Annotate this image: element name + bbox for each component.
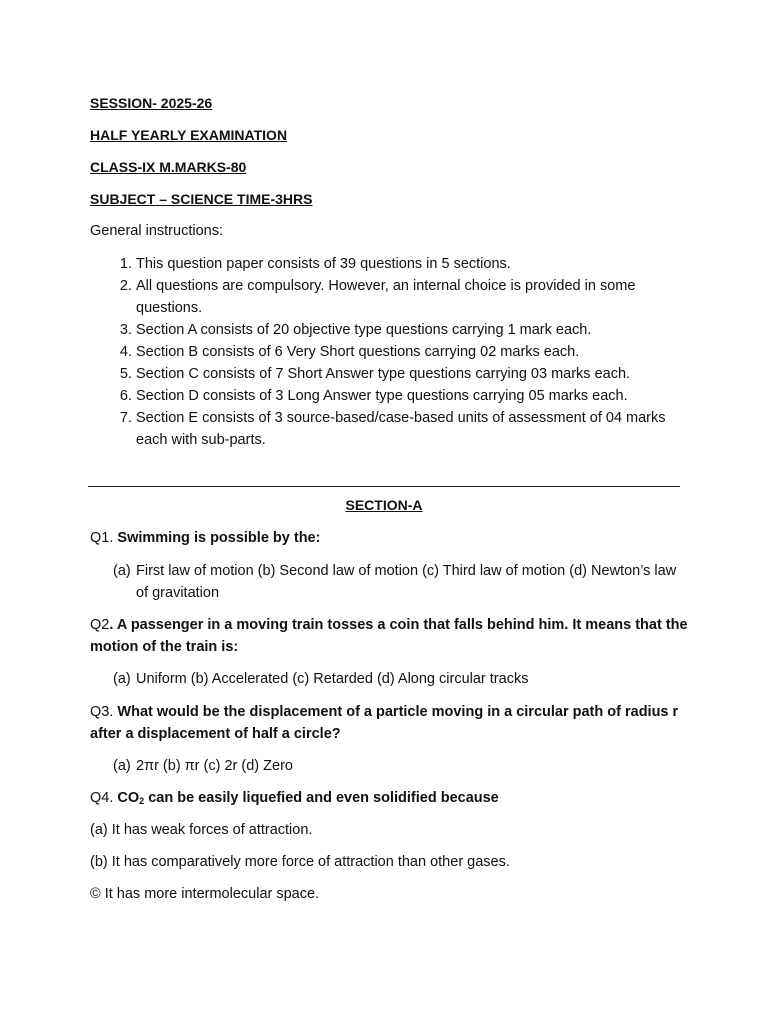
- instruction-item: 7. Section E consists of 3 source-based/case-based units of assessment of 04 marks each with sub-parts.: [119, 410, 666, 448]
- question-1-options: (a) First law of motion (b) Second law of motion (c) Third law of motion (d) Newton’s law of gravitation: [113, 563, 677, 601]
- question-4-option-c: © It has more intermolecular space.: [90, 886, 320, 902]
- instruction-item: 2. All questions are compulsory. However, an internal choice is provided in some questions.: [119, 278, 636, 316]
- question-text: Swimming is possible by the:: [117, 530, 321, 546]
- instruction-item: 6. Section D consists of 3 Long Answer type questions carrying 05 marks each.: [119, 388, 628, 404]
- question-text: What would be the displacement of a particle moving in a circular path of radius r after a displacement of half a circle?: [90, 704, 679, 742]
- subject-time-heading: SUBJECT – SCIENCE TIME-3HRS: [90, 191, 313, 207]
- question-number: Q4.: [90, 790, 118, 806]
- section-a-title: SECTION-A: [345, 497, 423, 513]
- question-4-option-a: (a) It has weak forces of attraction.: [90, 822, 313, 838]
- instructions-title: General instructions:: [90, 223, 223, 239]
- question-2-options: (a) Uniform (b) Accelerated (c) Retarded (d) Along circular tracks: [113, 671, 529, 687]
- instructions-list: [90, 253, 680, 451]
- instruction-item: 1. This question paper consists of 39 questions in 5 sections.: [119, 256, 511, 272]
- question-3-options: (a) 2πr (b) πr (c) 2r (d) Zero: [113, 758, 293, 774]
- question-4-option-b: (b) It has comparatively more force of attraction than other gases.: [90, 854, 510, 870]
- instruction-item: 4. Section B consists of 6 Very Short questions carrying 02 marks each.: [119, 344, 580, 360]
- question-number: Q2: [90, 617, 110, 633]
- instruction-item: 3. Section A consists of 20 objective type questions carrying 1 mark each.: [119, 322, 592, 338]
- question-text: . A passenger in a moving train tosses a coin that falls behind him. It means that the motion of the train is:: [90, 617, 688, 655]
- class-marks-heading: CLASS-IX M.MARKS-80: [90, 159, 247, 175]
- question-4: [90, 787, 690, 812]
- question-number: Q3.: [90, 704, 118, 720]
- session-heading: SESSION- 2025-26: [90, 95, 213, 111]
- question-3: [90, 701, 690, 745]
- section-divider: [88, 486, 680, 487]
- question-number: Q1.: [90, 530, 118, 546]
- question-text: $CO_2$ can be easily liquefied and even solidified because: [117, 790, 499, 806]
- question-2: [90, 614, 690, 658]
- instruction-item: 5. Section C consists of 7 Short Answer type questions carrying 03 marks each.: [119, 366, 631, 382]
- question-1: [90, 527, 690, 549]
- exam-heading: HALF YEARLY EXAMINATION: [90, 127, 288, 143]
